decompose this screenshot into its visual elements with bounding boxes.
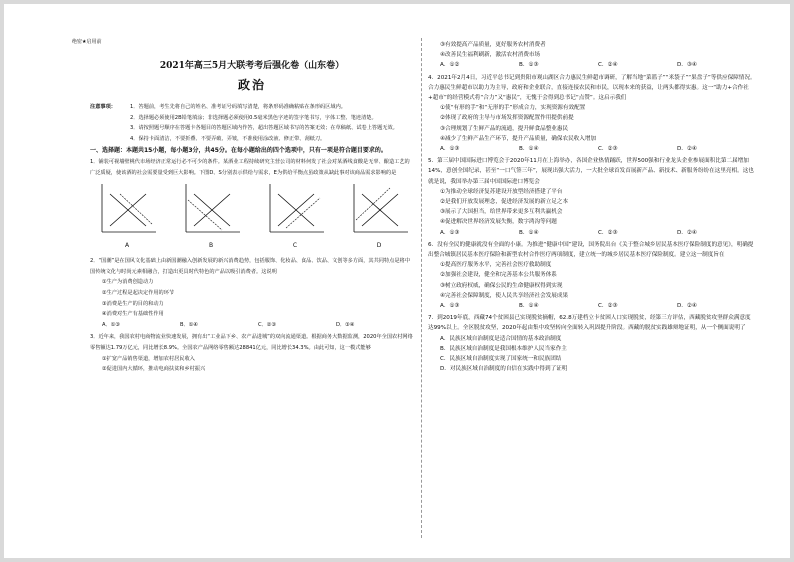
option: ②加强社会建设，健全和完善基本公共服务体系 [440, 272, 557, 279]
option: ②是我们开放发展理念，促进经济发展的新立足之本 [440, 199, 569, 206]
choice-b[interactable]: B．①③ [519, 62, 539, 69]
choice-c[interactable]: C．②③ [598, 229, 618, 236]
question-stem: 6．没有全民的健康就没有全面的小康。为推进“健康中国”建设，国务院出台《关于整合城乡居民基本医疗保险制度的意见》，明确提出整合城镇居民基本医疗保险和新型农村合作医疗两项制度，建立统一的城乡居民基本医疗保险制度。建立这一制度旨在 [428, 241, 754, 259]
question-stem: 2．“国潮”是在国风文化基础上由新国潮融入创新发展的新兴消费趋势，包括服饰、化妆品、食品、饮品、文创等多方面，其共同特点是将中国传统文化与时尚元素相融合，打造出更具时代特色的产品以吸引消费者。这说明 [90, 258, 410, 275]
option: ①生产为消费创造动力 [102, 279, 154, 286]
chart-b-graphic [178, 180, 244, 236]
choice-d[interactable]: D．②④ [677, 146, 697, 153]
choice-d[interactable]: D．③④ [677, 62, 697, 69]
question-6 [428, 240, 756, 311]
question-3-continued [428, 40, 756, 71]
exam-page [4, 4, 790, 558]
secret-label: 绝密★启用前 [72, 39, 102, 45]
column-divider [421, 38, 422, 538]
chart-b [178, 180, 244, 249]
note-item [90, 113, 414, 124]
answer-choices [428, 301, 756, 311]
choice-b[interactable]: B．①④ [519, 229, 539, 236]
option: ④减少了生鲜产品生产环节，提升产品质量，确保农民收入增加 [440, 135, 597, 142]
question-stem: 5．第三届中国国际进口博览会于2020年11月在上海举办，各国企业热情踊跃，世界500强和行业龙头企业参展面积比第二届增加14%，意创全国纪录，甚至“一口气签三年”，展现出强大活力，一大批全球首发首展新产品、新技术、新服务纷纷在这里亮相。这也就是说，我国举办第三届中国国际进口博览会 [428, 158, 754, 185]
choice-d[interactable]: D．③④ [336, 321, 355, 328]
choice-b[interactable]: B．民族区域自治制度是我国根本维护人民当家作主 [440, 345, 567, 352]
choice-d[interactable]: D．②④ [677, 229, 697, 236]
option: ③合理规划了生鲜产品的流通，提升鲜食品整业惠民 [440, 125, 569, 132]
note-text: 3．请按照题号顺序在答题卡各题目的答题区域内作答，超出答题区域书写的答案无效；在草稿纸、试卷上答题无效。 [130, 125, 398, 132]
choice-b[interactable]: B．①④ [180, 321, 199, 328]
choice-a[interactable]: A．①② [440, 62, 460, 69]
chart-c-graphic [262, 180, 328, 236]
notes-label: 注意事项： [90, 104, 116, 110]
supply-demand-charts [90, 180, 414, 254]
choice-a[interactable]: A．①③ [102, 321, 121, 328]
question-stem: 3．近年来，我国农村电商物流业快速发展，拥有出“工业品下乡、农产品进城”的双向流通渠道。根据商务大数据监测，2020年全国农村网络零售额达1.79万亿元，同比增长8.9%。全国农产品网络零售额达28841亿元，同比增长34.3%。由此可知，这一模式能够 [90, 334, 413, 351]
question-3 [90, 332, 414, 374]
chart-caption: D [376, 241, 382, 249]
option: ④消费对生产有基础性作用 [102, 311, 164, 318]
option: ③树立政府权威，确保公民的生命健康权得到实现 [440, 282, 563, 289]
option: ①为推动全球经济复苏建设开放型经济搭建了平台 [440, 188, 563, 195]
chart-d-graphic [346, 180, 412, 236]
option: ④完善社会保障制度，使人民共享经济社会发展成果 [440, 292, 569, 299]
exam-title: 2021年高三5月大联考考后强化卷（山东卷） [159, 61, 345, 71]
note-item [90, 123, 414, 134]
choice-d[interactable]: D．对民族区域自治制度的自信在实践中得到了证明 [440, 366, 568, 373]
choice-b[interactable]: B．①④ [519, 303, 539, 310]
chart-c [262, 180, 328, 249]
option: ①扩宽产品销售渠道，增加农村居民收入 [102, 355, 195, 362]
choice-c[interactable]: C．②③ [598, 146, 618, 153]
option: ②体现了政府的主导与市场发挥资源配置作用提供前提 [440, 115, 574, 122]
chart-a [94, 180, 160, 249]
chart-caption: A [124, 241, 130, 249]
option: ②生产过程是起决定作用的环节 [102, 289, 175, 296]
option: ③消费是生产的目的和动力 [102, 300, 164, 307]
note-item [90, 134, 414, 145]
choice-a[interactable]: A．民族区域自治制度是适合国情的基本政治制度 [440, 335, 562, 342]
chart-a-graphic [94, 180, 160, 236]
option: ①提高医疗服务水平，完善社会医疗救助制度 [440, 262, 552, 269]
note-text: 2．选择题必须使用2B铅笔填涂；非选择题必须使用0.5毫米黑色字迹的签字笔书写，字体工整、笔迹清楚。 [130, 114, 377, 121]
right-column [428, 40, 756, 377]
chart-caption: B [208, 241, 214, 249]
notes-block [90, 102, 414, 377]
question-1 [90, 157, 414, 254]
option: ③有效提高产品质量，更好服务农村消费者 [440, 42, 546, 48]
question-stem: 7．到2019年底，西藏74个贫困县已实现脱贫摘帽，62.8万建档立卡贫困人口实现脱贫，经第三方评估，西藏脱贫攻坚群众满意度达99%以上。全区脱贫攻坚，2020年起由集中攻坚转向全面转入巩固提升阶段。西藏的脱贫实践雄辩地证明，从一个侧面说明了 [428, 315, 751, 332]
option: ④改善民生福利刷新，激活农村消费市场 [440, 52, 541, 59]
option: ④促进解决世界经济发展失衡，数字鸿沟等问题 [440, 219, 557, 226]
answer-choices [428, 144, 756, 154]
question-7 [428, 313, 756, 374]
answer-choices [90, 320, 414, 331]
option: ③展示了大国担当，给世界带来更多互利共赢机会 [440, 209, 563, 216]
option: ②促进国内大循环，推动电商扶贫和乡村振兴 [102, 366, 206, 373]
choice-a[interactable]: A．①③ [440, 303, 460, 310]
note-item [90, 102, 414, 113]
option: ①使“有形的手”和“无形的手”形成合力，实现资源有效配置 [440, 105, 586, 112]
question-4 [428, 73, 756, 155]
choice-c[interactable]: C．民族区域自治制度实现了国家统一和民族团结 [440, 356, 562, 363]
chart-caption: C [292, 241, 298, 249]
exam-subject: 政治 [237, 78, 266, 92]
question-stem: 1．铺装可视墙壁桃代市场经济正常运行必不可少的条件。某酒业工程持续研究主营公司的材料何发了社会对某酒线食酸是无辜、酿造工艺的广泛质疑，使该酒的社会需要量受到巨大影响。下图D、S分别表示供给与需求，E为供给平衡点虽政策从缺此事对该商品需求影响的是 [90, 158, 410, 176]
choice-c[interactable]: C．②③ [598, 303, 618, 310]
section-heading: 一、选择题：本题共15小题，每小题3分，共45分。在每小题给出的四个选项中，只有一项是符合题目要求的。 [90, 147, 387, 155]
answer-choices [428, 60, 756, 70]
question-2 [90, 256, 414, 330]
chart-d [346, 180, 412, 249]
choice-a[interactable]: A．①③ [440, 146, 460, 153]
choice-c[interactable]: C．②③ [258, 321, 277, 328]
note-text: 4．保持卡面清洁，不要折叠、不要弄破、弄皱，不准使用涂改液、修正带、刮纸刀。 [130, 135, 326, 142]
answer-choices [428, 228, 756, 238]
choice-d[interactable]: D．②④ [677, 303, 697, 310]
question-stem: 4．2021年2月4日，习近平总书记到贵阳市观山湖区合力惠民生鲜超市调研，了解当地“菜篮子”“米袋子”“果盘子”等供应保障情况。合力惠民生鲜超市以助力为主导，政府和企业联合，直接连接农民和市民，以现本来的获益，让两头都得实惠。这一“助力+合作社+超市”的经营模式将“合力”又“惠民”，无愧于会得到总书记“点赞”。这启示我们 [428, 74, 756, 102]
choice-b[interactable]: B．①④ [519, 146, 539, 153]
choice-c[interactable]: C．②④ [598, 62, 618, 69]
choice-a[interactable]: A．①③ [440, 229, 460, 236]
note-text: 1．答题前，考生先将自己的姓名、准考证号码填写清楚，将条形码准确粘贴在条形码区域内。 [130, 104, 346, 110]
question-5 [428, 156, 756, 238]
